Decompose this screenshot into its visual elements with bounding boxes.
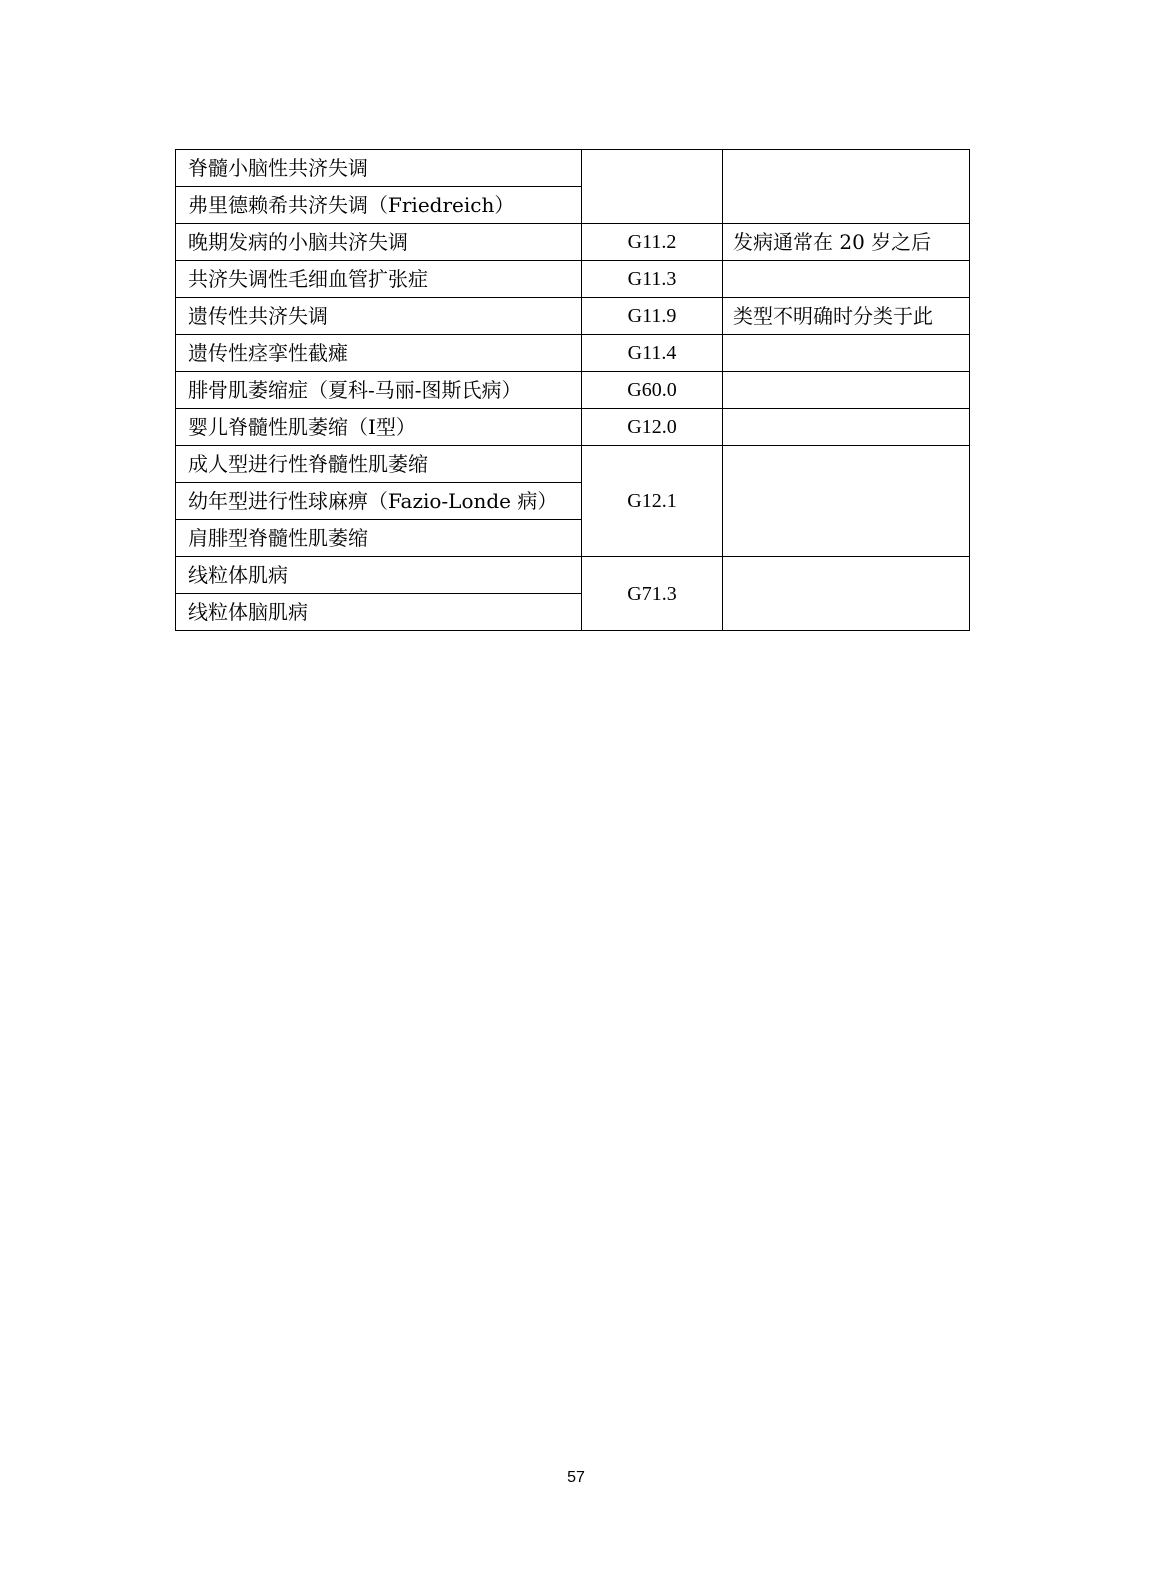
table-row xyxy=(176,261,970,298)
page-number: 57 xyxy=(567,1469,585,1486)
table-row xyxy=(176,409,970,446)
icd-code-cell: G11.4 xyxy=(582,335,723,372)
table-row xyxy=(176,150,970,187)
disease-code-table-body xyxy=(176,150,970,631)
table-row xyxy=(176,446,970,483)
note-cell xyxy=(723,261,970,298)
disease-name-cell: 幼年型进行性球麻痹（Fazio-Londe 病） xyxy=(176,483,582,520)
disease-name-cell: 脊髓小脑性共济失调 xyxy=(176,150,582,187)
disease-name-cell: 线粒体脑肌病 xyxy=(176,594,582,631)
note-cell xyxy=(723,557,970,631)
icd-code-cell: G12.0 xyxy=(582,409,723,446)
icd-code-cell: G11.3 xyxy=(582,261,723,298)
note-cell: 发病通常在 20 岁之后 xyxy=(723,224,970,261)
disease-code-table xyxy=(175,149,970,631)
icd-code-cell: G11.9 xyxy=(582,298,723,335)
table-row xyxy=(176,224,970,261)
disease-name-cell: 共济失调性毛细血管扩张症 xyxy=(176,261,582,298)
disease-name-cell: 晚期发病的小脑共济失调 xyxy=(176,224,582,261)
disease-name-cell: 线粒体肌病 xyxy=(176,557,582,594)
disease-name-cell: 成人型进行性脊髓性肌萎缩 xyxy=(176,446,582,483)
note-cell xyxy=(723,150,970,224)
disease-name-cell: 遗传性痉挛性截瘫 xyxy=(176,335,582,372)
icd-code-cell: G12.1 xyxy=(582,446,723,557)
disease-name-cell: 婴儿脊髓性肌萎缩（Ⅰ型） xyxy=(176,409,582,446)
disease-name-cell: 弗里德赖希共济失调（Friedreich） xyxy=(176,187,582,224)
table-row xyxy=(176,298,970,335)
icd-code-cell: G60.0 xyxy=(582,372,723,409)
table-row xyxy=(176,335,970,372)
note-cell xyxy=(723,372,970,409)
table-row xyxy=(176,372,970,409)
table-row xyxy=(176,557,970,594)
disease-name-cell: 肩腓型脊髓性肌萎缩 xyxy=(176,520,582,557)
note-cell xyxy=(723,335,970,372)
note-cell xyxy=(723,409,970,446)
icd-code-cell: G11.2 xyxy=(582,224,723,261)
disease-name-cell: 腓骨肌萎缩症（夏科-马丽-图斯氏病） xyxy=(176,372,582,409)
icd-code-cell xyxy=(582,150,723,224)
note-cell: 类型不明确时分类于此 xyxy=(723,298,970,335)
note-cell xyxy=(723,446,970,557)
icd-code-cell: G71.3 xyxy=(582,557,723,631)
disease-name-cell: 遗传性共济失调 xyxy=(176,298,582,335)
